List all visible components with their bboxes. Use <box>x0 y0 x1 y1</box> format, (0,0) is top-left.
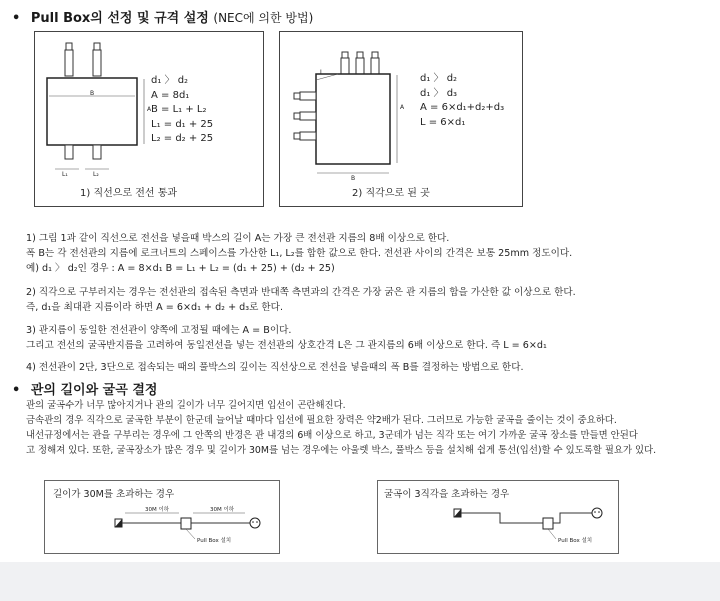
note-1: 1) 그림 1과 같이 직선으로 전선을 넣을때 박스의 길이 A는 가장 큰 전선관 지름의 8배 이상으로 한다. <box>26 233 450 244</box>
page-footer-band <box>0 562 720 601</box>
figure1-label-a: A <box>147 106 152 113</box>
note-4: 4) 전선관이 2단, 3단으로 접속되는 때의 풀박스의 깊이는 직선상으로 전선을 넣을때의 폭 B를 결정하는 방법으로 한다. <box>26 362 524 373</box>
formula: A = 8d₁ <box>151 89 190 101</box>
section2-line-2: 금속관의 경우 직각으로 굴곡한 부분이 한군데 늘어날 때마다 입선에 필요한 장력은 약2배가 된다. 그러므로 가능한 굴곡을 줄이는 것이 중요하다. <box>26 415 617 426</box>
formula: d₁ 〉 d₃ <box>420 87 458 99</box>
formula: d₁ 〉 d₂ <box>151 75 189 86</box>
bend-exceed-title: 굴곡이 3직각을 초과하는 경우 <box>384 489 510 500</box>
formula: L₂ = d₂ + 25 <box>151 133 214 144</box>
figure1-label-l1: L₁ <box>62 171 68 178</box>
figure2-formulas <box>420 72 504 130</box>
formula: A = 6×d₁+d₂+d₃ <box>420 102 505 113</box>
section2-line-4: 고 정해져 있다. 또한, 굴곡장소가 많은 경우 및 길이가 30M를 넘는 경우에는 아울렛 박스, 풀박스 등을 설치해 쉽게 통선(입선)할 수 있도록할 필요가 있다. <box>26 445 657 456</box>
section2-line-3: 내선규정에서는 관을 구부리는 경우에 그 안쪽의 반경은 관 내경의 6배 이상으로 하고, 3군데가 넘는 직각 또는 여기 가까운 굴곡 장소를 만들면 안된다 <box>26 430 638 441</box>
section1-title: Pull Box의 선정 및 규격 설정 <box>30 11 209 26</box>
figure1-formulas <box>151 74 213 147</box>
figure1-label-b: B <box>90 90 95 97</box>
note-1-line2: 폭 B는 각 전선관의 지름에 로크너트의 스페이스를 가산한 L₁, L₂를 합한 값으로 한다. 전선관 사이의 간격은 보통 25mm 정도이다. <box>26 248 573 259</box>
length-exceed-pull-label: Pull Box 설치 <box>197 538 232 544</box>
figure2-label-b: B <box>351 175 356 182</box>
note-2: 2) 직각으로 구부러지는 경우는 전선관의 접속된 측면과 반대쪽 측면과의 간격은 가장 굵은 관 지름의 합을 가산한 값 이상으로 한다. <box>26 287 576 298</box>
note-3-line2: 그리고 전선의 굴곡반지름을 고려하여 동일전선을 넣는 전선관의 상호간격 L은 그 관지름의 6배 이상으로 한다. 즉 L = 6×d₁ <box>26 340 547 351</box>
section1-subtitle: (NEC에 의한 방법) <box>213 11 314 25</box>
formula: B = L₁ + L₂ <box>151 104 207 115</box>
length-exceed-span-2: 30M 이하 <box>210 507 235 513</box>
figure1-caption: 1) 직선으로 전선 통과 <box>80 188 178 199</box>
section1-heading <box>12 7 313 26</box>
formula: L₁ = d₁ + 25 <box>151 118 214 130</box>
figure2-label-a: A <box>400 104 405 111</box>
bullet: • <box>12 383 21 398</box>
length-exceed-title: 길이가 30M를 초과하는 경우 <box>53 489 175 500</box>
bend-exceed-panel <box>377 480 619 554</box>
section2-title: 관의 길이와 굴곡 결정 <box>30 383 158 398</box>
length-exceed-diagram <box>45 481 279 553</box>
section2-heading <box>12 379 157 398</box>
figure2-panel <box>279 31 523 207</box>
note-2-line2: 즉, d₁을 최대관 지름이라 하면 A = 6×d₁ + d₂ + d₃로 한다. <box>26 302 284 313</box>
figure2-label-l: L <box>320 69 324 76</box>
note-3: 3) 관지름이 동일한 전선관이 양쪽에 고정될 때에는 A = B이다. <box>26 325 292 336</box>
section2-line-1: 관의 굴곡수가 너무 많아지거나 관의 길이가 너무 길어지면 입선이 곤란해진다. <box>26 400 346 411</box>
note-1-line3: 예) d₁ 〉 d₂인 경우 : A = 8×d₁ B = L₁ + L₂ = (d₁ + 25) + (d₂ + 25) <box>26 263 335 274</box>
length-exceed-span-1: 30M 이하 <box>145 507 170 513</box>
figure1-label-l2: L₂ <box>93 171 99 178</box>
bend-exceed-pull-label: Pull Box 설치 <box>558 538 593 544</box>
figure2-caption: 2) 직각으로 된 곳 <box>352 188 430 199</box>
bullet: • <box>12 11 21 26</box>
length-exceed-panel <box>44 480 280 554</box>
formula: d₁ 〉 d₂ <box>420 73 458 84</box>
figure1-panel <box>34 31 264 207</box>
figure1-diagram <box>35 32 263 206</box>
formula: L = 6×d₁ <box>420 116 466 128</box>
